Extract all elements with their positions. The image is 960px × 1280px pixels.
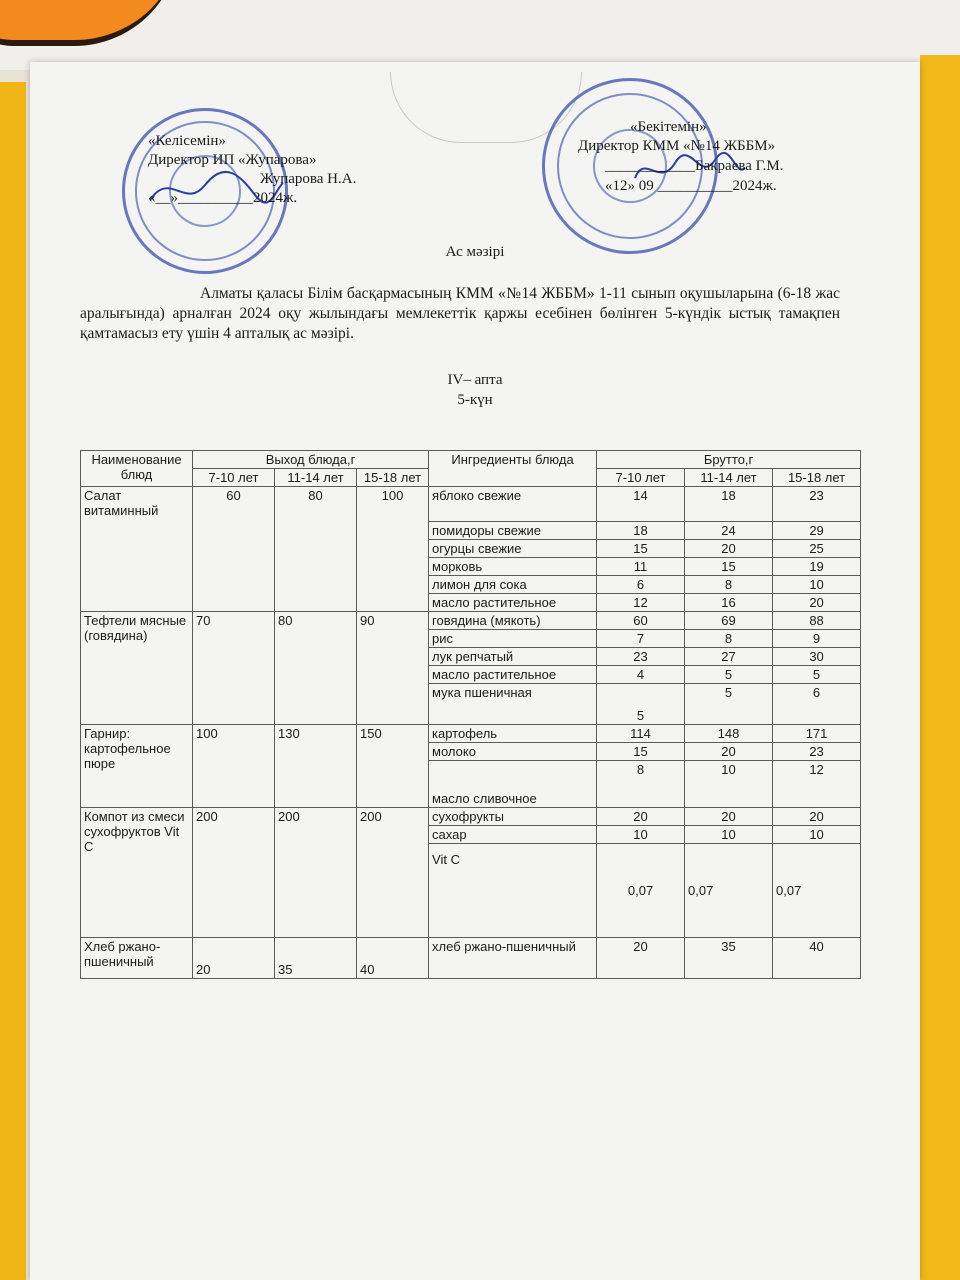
intro-paragraph: Алматы қаласы Білім басқармасының КММ «№14 ЖББМ» 1-11 сынып оқушыларына (6-18 жас аралығында) арналған 2024 оқу жылындағы мемлекеттік қаржы есебінен бөлінген 5-күндік ыстық тамақпен қамтамасыз ету үшін 4 апталық ас мәзірі. — [80, 285, 840, 342]
gross-cell: 10 — [685, 826, 773, 844]
table-row — [81, 487, 861, 522]
gross-cell: 6 — [597, 576, 685, 594]
approval-right-line3: ____________Бакраева Г.М. — [605, 158, 784, 174]
gross-cell: 18 — [597, 522, 685, 540]
gross-cell: 14 — [597, 487, 685, 522]
gross-cell: 148 — [685, 725, 773, 743]
gross-cell: 20 — [773, 594, 861, 612]
ingredient-name: огурцы свежие — [429, 540, 597, 558]
gross-cell: 5 — [773, 666, 861, 684]
header-yield-age3: 15-18 лет — [357, 469, 429, 487]
header-ingredients: Ингредиенты блюда — [429, 451, 597, 487]
yield-cell: 150 — [357, 725, 429, 808]
gross-cell: 20 — [685, 743, 773, 761]
gross-cell: 15 — [597, 743, 685, 761]
yield-cell: 200 — [193, 808, 275, 938]
gross-cell: 5 — [685, 666, 773, 684]
gross-cell: 20 — [685, 808, 773, 826]
gross-cell: 23 — [773, 487, 861, 522]
gross-cell: 5 — [597, 684, 685, 725]
ingredient-name: говядина (мякоть) — [429, 612, 597, 630]
ingredient-name: хлеб ржано-пшеничный — [429, 938, 597, 979]
table-row — [81, 938, 861, 979]
gross-cell: 0,07 — [597, 844, 685, 938]
gross-cell: 30 — [773, 648, 861, 666]
gross-cell: 20 — [773, 808, 861, 826]
dish-name: Гарнир: картофельное пюре — [81, 725, 193, 808]
yield-cell: 80 — [275, 612, 357, 725]
yellow-board-left — [0, 82, 26, 1280]
dish-name: Тефтели мясные (говядина) — [81, 612, 193, 725]
menu-table — [80, 450, 861, 979]
header-gross: Брутто,г — [597, 451, 861, 469]
gross-cell: 9 — [773, 630, 861, 648]
gross-cell: 16 — [685, 594, 773, 612]
ingredient-name: масло растительное — [429, 594, 597, 612]
yield-cell: 70 — [193, 612, 275, 725]
gross-cell: 18 — [685, 487, 773, 522]
gross-cell: 4 — [597, 666, 685, 684]
yield-cell: 40 — [357, 938, 429, 979]
gross-cell: 20 — [597, 808, 685, 826]
yield-cell: 100 — [357, 487, 429, 612]
gross-cell: 8 — [685, 630, 773, 648]
gross-cell: 11 — [597, 558, 685, 576]
approval-right-line4: «12» 09 __________2024ж. — [605, 178, 777, 194]
ingredient-name: яблоко свежие — [429, 487, 597, 522]
gross-cell: 8 — [685, 576, 773, 594]
document-title: Ас мәзірі — [445, 244, 505, 260]
gross-cell: 60 — [597, 612, 685, 630]
gross-cell: 20 — [597, 938, 685, 979]
gross-cell: 27 — [685, 648, 773, 666]
gross-cell: 8 — [597, 761, 685, 808]
gross-cell: 19 — [773, 558, 861, 576]
ingredient-name: лимон для сока — [429, 576, 597, 594]
gross-cell: 10 — [773, 576, 861, 594]
ingredient-name: масло растительное — [429, 666, 597, 684]
yield-cell: 200 — [275, 808, 357, 938]
gross-cell: 23 — [773, 743, 861, 761]
gross-cell: 23 — [597, 648, 685, 666]
dish-name: Салат витаминный — [81, 487, 193, 612]
approval-right-line1: «Бекітемін» — [630, 119, 707, 135]
ingredient-name: помидоры свежие — [429, 522, 597, 540]
ingredient-name: мука пшеничная — [429, 684, 597, 725]
gross-cell: 24 — [685, 522, 773, 540]
header-yield-age2: 11-14 лет — [275, 469, 357, 487]
header-gross-age3: 15-18 лет — [773, 469, 861, 487]
yield-cell: 20 — [193, 938, 275, 979]
gross-cell: 20 — [685, 540, 773, 558]
approval-left-line2: Директор ИП «Жупарова» — [148, 152, 317, 168]
header-gross-age2: 11-14 лет — [685, 469, 773, 487]
gross-cell: 10 — [685, 761, 773, 808]
gross-cell: 171 — [773, 725, 861, 743]
table-row — [81, 725, 861, 743]
gross-cell: 0,07 — [773, 844, 861, 938]
gross-cell: 88 — [773, 612, 861, 630]
ingredient-name: молоко — [429, 743, 597, 761]
gross-cell: 12 — [597, 594, 685, 612]
gross-cell: 12 — [773, 761, 861, 808]
gross-cell: 6 — [773, 684, 861, 725]
ingredient-name: Vit C — [429, 844, 597, 938]
gross-cell: 40 — [773, 938, 861, 979]
header-gross-age1: 7-10 лет — [597, 469, 685, 487]
gross-cell: 15 — [597, 540, 685, 558]
gross-cell: 5 — [685, 684, 773, 725]
yield-cell: 80 — [275, 487, 357, 612]
dish-name: Компот из смеси сухофруктов Vit C — [81, 808, 193, 938]
table-row — [81, 808, 861, 826]
ingredient-name: морковь — [429, 558, 597, 576]
approval-left-line1: «Келісемін» — [148, 133, 226, 149]
ingredient-name: сухофрукты — [429, 808, 597, 826]
dish-name: Хлеб ржано-пшеничный — [81, 938, 193, 979]
yield-cell: 100 — [193, 725, 275, 808]
approval-left-line4: «__»__________2024ж. — [148, 190, 298, 206]
ingredient-name: рис — [429, 630, 597, 648]
gross-cell: 29 — [773, 522, 861, 540]
ingredient-name: масло сливочное — [429, 761, 597, 808]
gross-cell: 114 — [597, 725, 685, 743]
yield-cell: 200 — [357, 808, 429, 938]
yield-cell: 60 — [193, 487, 275, 612]
approval-left-line3: Жупарова Н.А. — [260, 171, 357, 187]
gross-cell: 10 — [597, 826, 685, 844]
ingredient-name: картофель — [429, 725, 597, 743]
gross-cell: 0,07 — [685, 844, 773, 938]
gross-cell: 69 — [685, 612, 773, 630]
gross-cell: 7 — [597, 630, 685, 648]
approval-right-line2: Директор КММ «№14 ЖББМ» — [578, 138, 776, 154]
ingredient-name: сахар — [429, 826, 597, 844]
yield-cell: 35 — [275, 938, 357, 979]
menu-document — [40, 70, 910, 1270]
gross-cell: 25 — [773, 540, 861, 558]
yellow-board-right — [920, 55, 960, 1280]
gross-cell: 35 — [685, 938, 773, 979]
header-yield-age1: 7-10 лет — [193, 469, 275, 487]
table-row — [81, 612, 861, 630]
header-dish: Наименование блюд — [81, 451, 193, 487]
gross-cell: 15 — [685, 558, 773, 576]
ingredient-name: лук репчатый — [429, 648, 597, 666]
yield-cell: 130 — [275, 725, 357, 808]
gross-cell: 10 — [773, 826, 861, 844]
yield-cell: 90 — [357, 612, 429, 725]
week-label: IV– апта — [447, 372, 503, 388]
day-label: 5-күн — [457, 392, 493, 408]
header-yield: Выход блюда,г — [193, 451, 429, 469]
